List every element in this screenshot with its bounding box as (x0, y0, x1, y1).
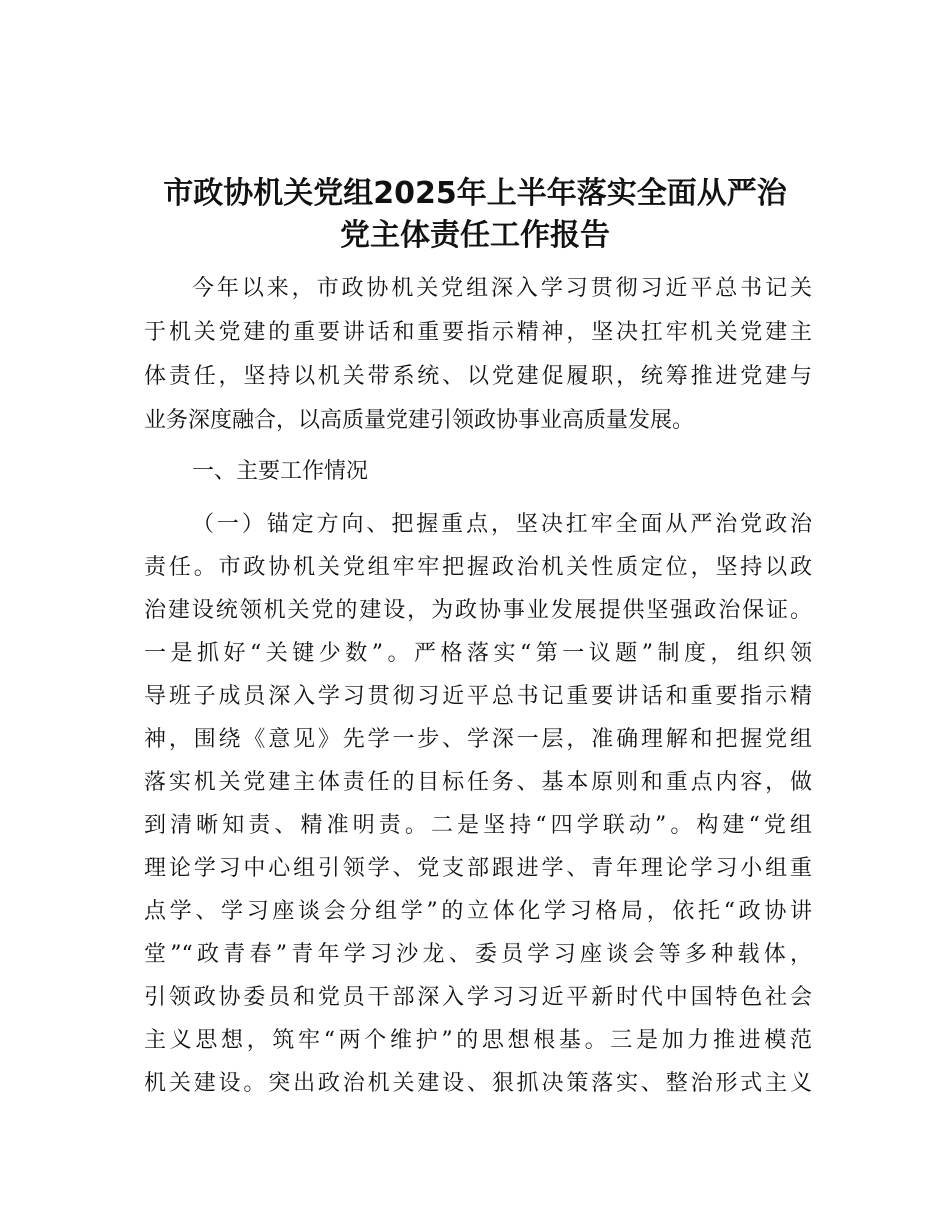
paragraph-line: 到清晰知责、精准明责。二是坚持“四学联动”。构建“党组 (144, 813, 812, 838)
paragraph-line: 一是抓好“关键少数”。严格落实“第一议题”制度，组织领 (144, 641, 812, 666)
paragraph-line: 堂”“政青春”青年学习沙龙、委员学习座谈会等多种载体， (144, 942, 812, 967)
paragraph-line: 机关建设。突出政治机关建设、狠抓决策落实、整治形式主义 (144, 1071, 812, 1096)
paragraph-line: 理论学习中心组引领学、党支部跟进学、青年理论学习小组重 (144, 856, 812, 881)
paragraph-line: 点学、学习座谈会分组学”的立体化学习格局，依托“政协讲 (144, 899, 812, 924)
paragraph-line: 主义思想，筑牢“两个维护”的思想根基。三是加力推进模范 (144, 1028, 812, 1053)
document-title-line-2: 党主体责任工作报告 (340, 218, 610, 253)
paragraph-line: 于机关党建的重要讲话和重要指示精神，坚决扛牢机关党建主 (144, 320, 812, 345)
section-heading: 一、主要工作情况 (192, 459, 369, 484)
paragraph-line: 治建设统领机关党的建设，为政协事业发展提供坚强政治保证。 (144, 598, 812, 623)
paragraph-line: 体责任，坚持以机关带系统、以党建促履职，统筹推进党建与 (144, 364, 812, 389)
document-title-line-1: 市政协机关党组2025年上半年落实全面从严治 (163, 176, 787, 211)
paragraph-line: （一）锚定方向、把握重点，坚决扛牢全面从严治党政治 (192, 512, 812, 537)
paragraph-line: 业务深度融合，以高质量党建引领政协事业高质量发展。 (144, 408, 695, 433)
paragraph-line: 导班子成员深入学习贯彻习近平总书记重要讲话和重要指示精 (144, 684, 812, 709)
paragraph-line: 落实机关党建主体责任的目标任务、基本原则和重点内容，做 (144, 770, 812, 795)
paragraph-line: 责任。市政协机关党组牢牢把握政治机关性质定位，坚持以政 (144, 555, 812, 580)
paragraph-line: 今年以来，市政协机关党组深入学习贯彻习近平总书记关 (192, 276, 812, 301)
paragraph-line: 神，围绕《意见》先学一步、学深一层，准确理解和把握党组 (144, 727, 812, 752)
paragraph-line: 引领政协委员和党员干部深入学习习近平新时代中国特色社会 (144, 985, 812, 1010)
